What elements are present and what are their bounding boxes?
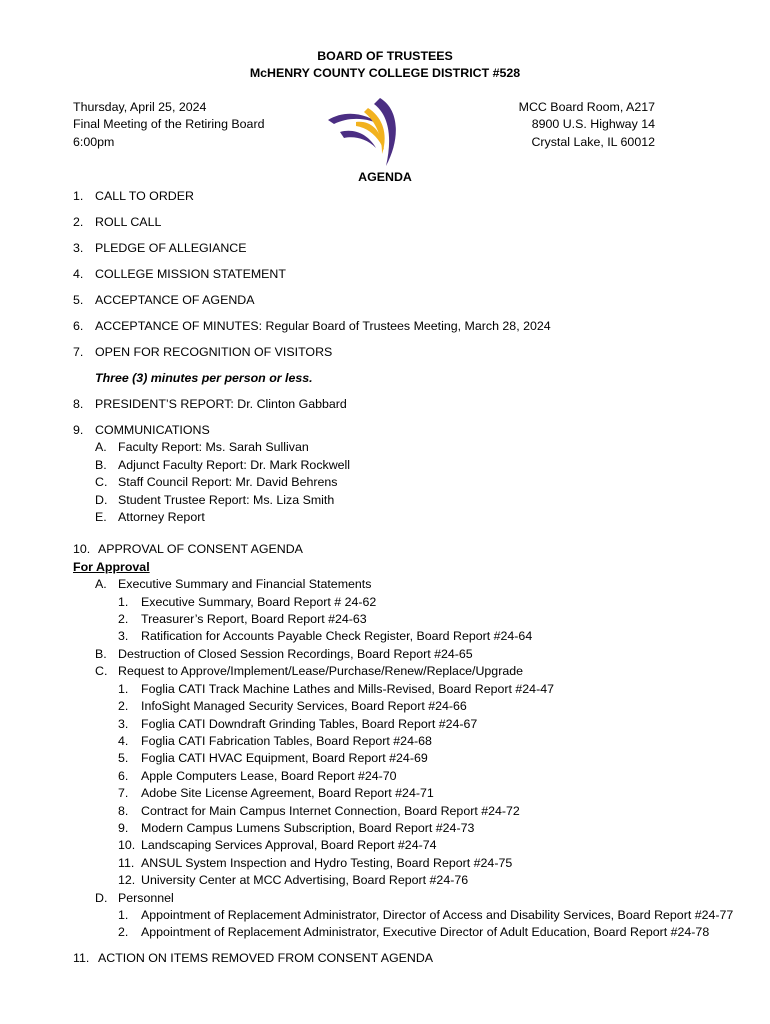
item-text: ACCEPTANCE OF AGENDA: [95, 293, 255, 307]
item-text: Staff Council Report: Mr. David Behrens: [118, 475, 338, 490]
item-number: 1.: [73, 189, 84, 203]
consent-subitem: [118, 785, 763, 802]
for-approval-heading: For Approval: [73, 559, 150, 574]
item-text: ACCEPTANCE OF MINUTES: Regular Board of Trustees Meeting, March 28, 2024: [95, 319, 551, 333]
item-text: PRESIDENT’S REPORT: Dr. Clinton Gabbard: [95, 397, 347, 411]
item-text: Modern Campus Lumens Subscription, Board Report #24-73: [141, 820, 475, 835]
item-letter: D.: [95, 492, 108, 507]
item-letter: B.: [95, 457, 107, 472]
item-number: 3.: [118, 629, 129, 644]
visitor-time-note: Three (3) minutes per person or less.: [95, 371, 313, 385]
item-number: 4.: [73, 267, 84, 281]
consent-subitem: [118, 628, 763, 645]
item-letter: E.: [95, 510, 107, 525]
consent-subitem: [118, 611, 763, 628]
meeting-date: Thursday, April 25, 2024: [73, 100, 207, 114]
college-swoosh-logo-icon: [326, 96, 398, 166]
item-number: 7.: [118, 786, 129, 801]
location-city: Crystal Lake, IL 60012: [531, 134, 655, 149]
item-text: Contract for Main Campus Internet Connection, Board Report #24-72: [141, 803, 520, 818]
item-text: ANSUL System Inspection and Hydro Testing, Board Report #24-75: [141, 855, 513, 870]
item-text: COMMUNICATIONS: [95, 423, 210, 437]
consent-subitem: [118, 750, 763, 767]
item-number: 11.: [73, 950, 90, 965]
consent-subitem: [118, 681, 763, 698]
item-number: 1.: [118, 594, 129, 609]
item-text: Foglia CATI Track Machine Lathes and Mills-Revised, Board Report #24-47: [141, 681, 554, 696]
item-number: 2.: [73, 215, 84, 229]
item-text: Appointment of Replacement Administrator, Executive Director of Adult Education, Board Report #24-78: [141, 925, 710, 940]
title-line-1: BOARD OF TRUSTEES: [317, 49, 453, 63]
item-text: Appointment of Replacement Administrator, Director of Access and Disability Services, Board Report #24-77: [141, 907, 734, 922]
item-number: 6.: [73, 319, 84, 333]
consent-subitem: [118, 768, 763, 785]
communication-item: [95, 474, 763, 491]
agenda-item: [73, 344, 763, 361]
item-text: ROLL CALL: [95, 215, 162, 229]
item-text: Foglia CATI HVAC Equipment, Board Report #24-69: [141, 751, 428, 766]
document-title: [0, 48, 770, 83]
item-text: Faculty Report: Ms. Sarah Sullivan: [118, 440, 309, 455]
communication-item: [95, 439, 763, 456]
agenda-list: [73, 188, 763, 967]
agenda-item: [73, 318, 763, 335]
agenda-item: [73, 266, 763, 283]
agenda-heading: AGENDA: [358, 170, 412, 184]
item-text: ACTION ON ITEMS REMOVED FROM CONSENT AGENDA: [98, 950, 434, 965]
item-number: 2.: [118, 612, 129, 627]
consent-section-c: [95, 663, 763, 680]
location-room: MCC Board Room, A217: [518, 100, 655, 114]
item-number: 12.: [118, 873, 136, 888]
consent-section-d: [95, 890, 763, 907]
consent-section-b: [95, 646, 763, 663]
item-text: Apple Computers Lease, Board Report #24-70: [141, 768, 397, 783]
item-number: 10.: [118, 838, 136, 853]
communication-item: [95, 509, 763, 526]
item-number: 1.: [118, 907, 129, 922]
consent-subitem: [118, 907, 763, 924]
item-letter: C.: [95, 664, 108, 679]
item-text: CALL TO ORDER: [95, 189, 194, 203]
item-number: 9.: [73, 423, 84, 437]
item-text: InfoSight Managed Security Services, Board Report #24-66: [141, 699, 467, 714]
consent-subitem: [118, 733, 763, 750]
agenda-item: [73, 396, 763, 413]
item-number: 7.: [73, 345, 84, 359]
item-number: 3.: [118, 716, 129, 731]
item-number: 8.: [73, 397, 84, 411]
location-street: 8900 U.S. Highway 14: [531, 117, 655, 132]
item-letter: C.: [95, 475, 108, 490]
item-letter: B.: [95, 646, 107, 661]
item-number: 10.: [73, 542, 91, 557]
item-letter: A.: [95, 440, 107, 455]
communication-item: [95, 492, 763, 509]
item-text: Landscaping Services Approval, Board Report #24-74: [141, 838, 437, 853]
item-number: 6.: [118, 768, 129, 783]
consent-subitem: [118, 803, 763, 820]
item-number: 3.: [73, 241, 84, 255]
item-number: 5.: [118, 751, 129, 766]
item-text: Request to Approve/Implement/Lease/Purchase/Renew/Replace/Upgrade: [118, 664, 524, 679]
agenda-item: [73, 422, 763, 439]
communication-item: [95, 457, 763, 474]
consent-subitem: [118, 698, 763, 715]
item-text: COLLEGE MISSION STATEMENT: [95, 267, 286, 281]
item-text: Adobe Site License Agreement, Board Report #24-71: [141, 786, 434, 801]
item-text: Destruction of Closed Session Recordings, Board Report #24-65: [118, 646, 473, 661]
consent-subitem: [118, 820, 763, 837]
consent-subitem: [118, 924, 763, 941]
item-text: Ratification for Accounts Payable Check Register, Board Report #24-64: [141, 629, 533, 644]
item-number: 9.: [118, 820, 129, 835]
agenda-item: [73, 541, 763, 558]
item-letter: A.: [95, 577, 107, 592]
meeting-details: [73, 99, 264, 151]
item-text: Executive Summary and Financial Statements: [118, 577, 372, 592]
agenda-item: [73, 240, 763, 257]
consent-subitem: [118, 855, 763, 872]
item-letter: D.: [95, 890, 108, 905]
item-number: 1.: [118, 681, 129, 696]
item-text: Personnel: [118, 890, 174, 905]
item-text: Adjunct Faculty Report: Dr. Mark Rockwell: [118, 457, 351, 472]
item-text: OPEN FOR RECOGNITION OF VISITORS: [95, 345, 333, 359]
item-text: APPROVAL OF CONSENT AGENDA: [98, 542, 303, 557]
item-text: Treasurer’s Report, Board Report #24-63: [141, 612, 367, 627]
agenda-item: [73, 950, 763, 967]
item-number: 2.: [118, 699, 129, 714]
agenda-item: [73, 292, 763, 309]
item-number: 2.: [118, 925, 129, 940]
item-text: Attorney Report: [118, 510, 205, 525]
item-text: University Center at MCC Advertising, Board Report #24-76: [141, 873, 469, 888]
consent-subitem: [118, 716, 763, 733]
meeting-location: [519, 99, 655, 151]
item-text: Foglia CATI Downdraft Grinding Tables, Board Report #24-67: [141, 716, 478, 731]
consent-subitem: [118, 872, 763, 889]
item-number: 11.: [118, 855, 135, 870]
item-text: PLEDGE OF ALLEGIANCE: [95, 241, 247, 255]
agenda-item: [73, 214, 763, 231]
consent-section-a: [95, 576, 763, 593]
meeting-description: Final Meeting of the Retiring Board: [73, 117, 265, 132]
title-line-2: McHENRY COUNTY COLLEGE DISTRICT #528: [249, 66, 521, 81]
item-text: Student Trustee Report: Ms. Liza Smith: [118, 492, 335, 507]
item-text: Executive Summary, Board Report # 24-62: [141, 594, 377, 609]
consent-subitem: [118, 837, 763, 854]
agenda-item: [73, 188, 763, 205]
item-number: 4.: [118, 733, 129, 748]
item-number: 5.: [73, 293, 84, 307]
meeting-time: 6:00pm: [73, 134, 115, 149]
consent-subitem: [118, 594, 763, 611]
item-text: Foglia CATI Fabrication Tables, Board Report #24-68: [141, 733, 432, 748]
item-number: 8.: [118, 803, 129, 818]
